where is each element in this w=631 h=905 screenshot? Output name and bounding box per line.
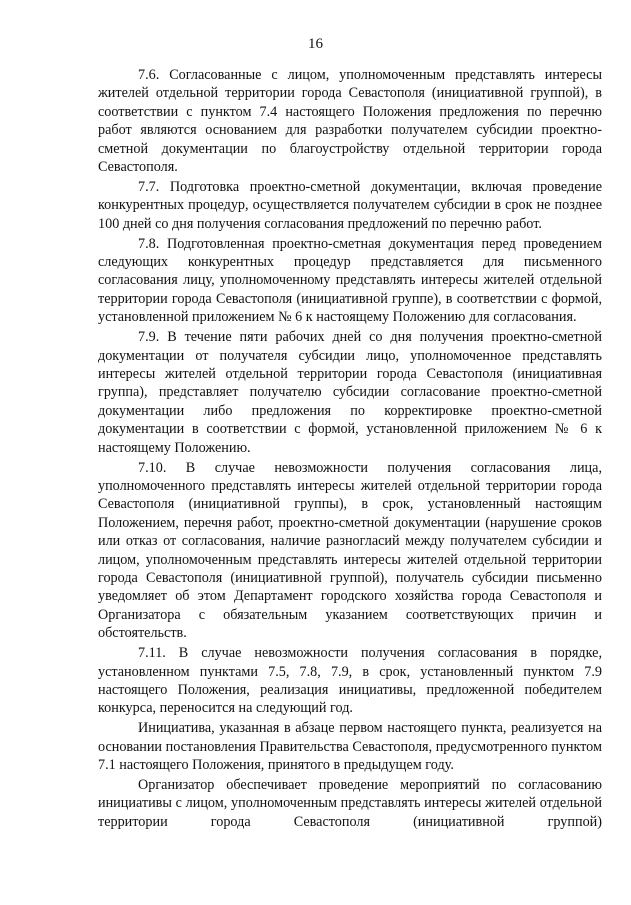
paragraph-7-10: 7.10. В случае невозможности получения согласования лица, уполномоченного представлять интересы жителей отдельной территории города Севастополя (инициативной группы), в срок, установленный настоящим Положением, перечня работ, проектно-сметной документации (нарушение сроков или отказ от согласования, наличие разногласий между получателем субсидии и лицом, уполномоченным представлять интересы жителей отдельной территории города Севастополя (инициативной группой), получатель субсидии письменно уведомляет об этом Департамент городского хозяйства города Севастополя и Организатора с обязательным указанием соответствующих причин и обстоятельств. — [98, 459, 602, 642]
paragraph-7-7: 7.7. Подготовка проектно-сметной документации, включая проведение конкурентных процедур, осуществляется получателем субсидии в срок не позднее 100 дней со дня получения согласования предложений по перечню работ. — [98, 178, 602, 232]
paragraph-7-11: 7.11. В случае невозможности получения согласования в порядке, установленном пунктами 7.5, 7.8, 7.9, в срок, установленный пунктом 7.9 настоящего Положения, реализация инициативы, предложенной победителем конкурса, переносится на следующий год. — [98, 645, 602, 717]
paragraph-initiative: Инициатива, указанная в абзаце первом настоящего пункта, реализуется на основании постановления Правительства Севастополя, предусмотренного пунктом 7.1 настоящего Положения, принятого в предыдущем году. — [98, 720, 602, 774]
paragraph-7-8: 7.8. Подготовленная проектно-сметная документация перед проведением следующих конкурентных процедур представляется для письменного согласования лицу, уполномоченному представлять интересы жителей отдельной территории города Севастополя (инициативной группе), в соответствии с формой, установленной приложением № 6 к настоящему Положению для согласования. — [98, 235, 602, 326]
document-body — [98, 66, 602, 833]
paragraph-organizer: Организатор обеспечивает проведение мероприятий по согласованию инициативы с лицом, уполномоченным представлять интересы жителей отдельной территории города Севастополя (инициативной группой) — [98, 776, 602, 830]
paragraph-7-9: 7.9. В течение пяти рабочих дней со дня получения проектно-сметной документации от получателя субсидии лицо, уполномоченное представлять интересы жителей отдельной территории города Севастополя (инициативная группа), представляет получателю субсидии согласование проектно-сметной документации либо предложения по корректировке проектно-сметной документации в соответствии с формой, установленной приложением № 6 к настоящему Положению. — [98, 329, 602, 456]
paragraph-7-6: 7.6. Согласованные с лицом, уполномоченным представлять интересы жителей отдельной территории города Севастополя (инициативной группой), в соответствии с пунктом 7.4 настоящего Положения предложения по перечню работ являются основанием для разработки получателем субсидии проектно-сметной документации по благоустройству отдельной территории города Севастополя. — [98, 67, 602, 176]
page-number: 16 — [308, 36, 323, 52]
